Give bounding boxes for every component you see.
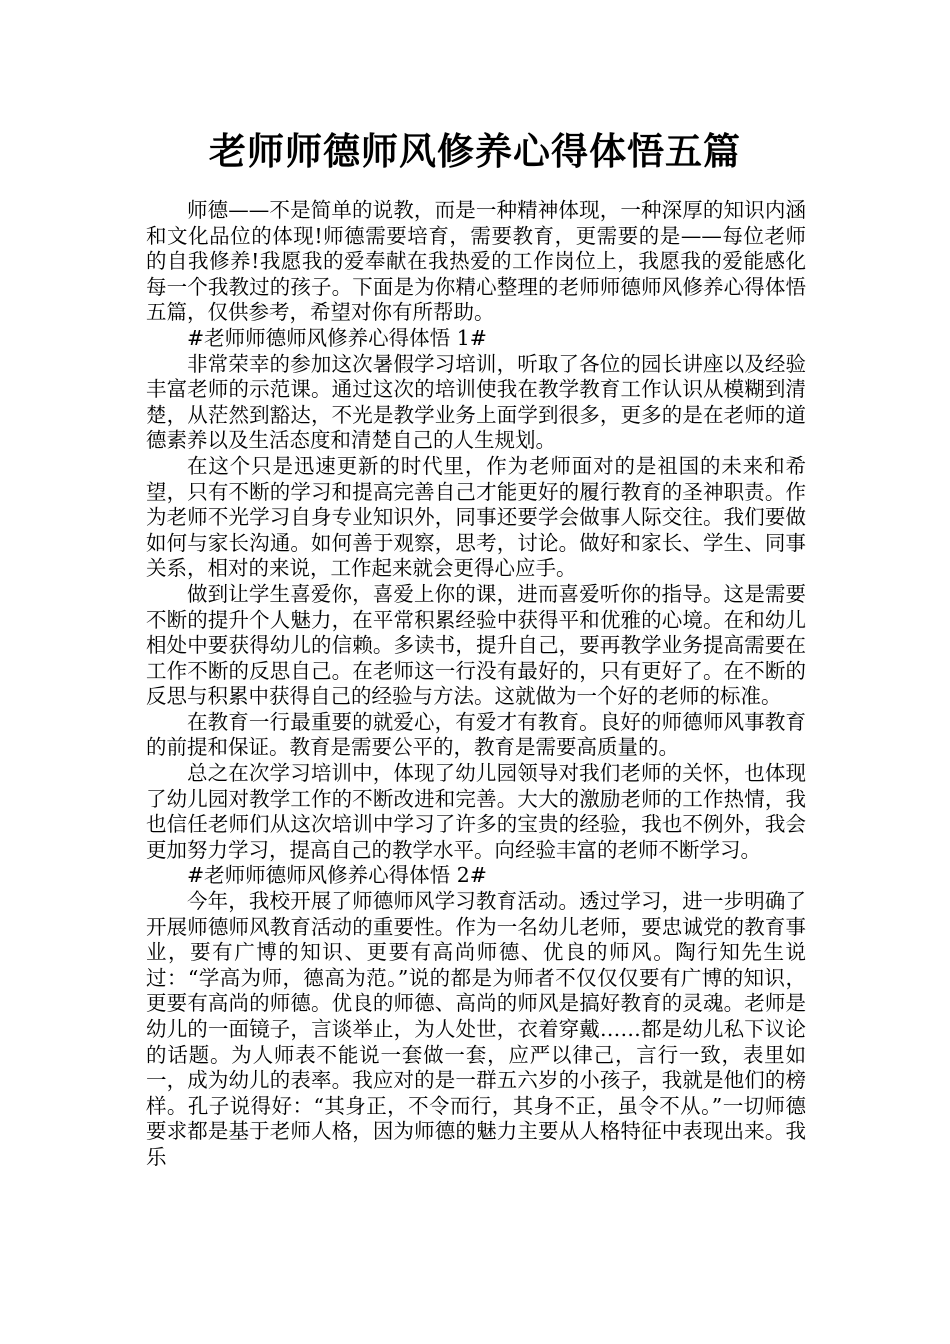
section-heading-2: #老师师德师风修养心得体悟 2# [187, 863, 487, 888]
body-paragraph: 非常荣幸的参加这次暑假学习培训，听取了各位的园长讲座以及经验丰富老师的示范课。通过这次的培训使我在教学教育工作认识从模糊到清楚，从茫然到豁达，不光是教学业务上面学到很多，更多的是在老师的道德素养以及生活态度和清楚自己的人生规划。 [146, 351, 806, 453]
body-paragraph: 总之在次学习培训中，体现了幼儿园领导对我们老师的关怀，也体现了幼儿园对教学工作的不断改进和完善。大大的激励老师的工作热情，我也信任老师们从这次培训中学习了许多的宝贵的经验，我也不例外，我会更加努力学习，提高自己的教学水平。向经验丰富的老师不断学习。 [146, 761, 806, 862]
section-heading-1: #老师师德师风修养心得体悟 1# [187, 325, 487, 350]
body-paragraph: 在教育一行最重要的就爱心，有爱才有教育。良好的师德师风事教育的前提和保证。教育是需要公平的，教育是需要高质量的。 [146, 709, 806, 760]
body-paragraph: 今年，我校开展了师德师风学习教育活动。透过学习，进一步明确了开展师德师风教育活动的重要性。作为一名幼儿老师，要忠诚党的教育事业，要有广博的知识、更要有高尚师德、优良的师风。陶行知先生说过：“学高为师，德高为范。”说的都是为师者不仅仅仅要有广博的知识，更要有高尚的师德。优良的师德、高尚的师风是搞好教育的灵魂。老师是幼儿的一面镜子，言谈举止，为人处世，衣着穿戴……都是幼儿私下议论的话题。为人师表不能说一套做一套，应严以律己，言行一致，表里如一，成为幼儿的表率。我应对的是一群五六岁的小孩子，我就是他们的榜样。孔子说得好：“其身正，不令而行，其身不正，虽令不从。”一切师德要求都是基于老师人格，因为师德的魅力主要从人格特征中表现出来。我乐 [146, 889, 806, 1169]
body-paragraph: 在这个只是迅速更新的时代里，作为老师面对的是祖国的未来和希望，只有不断的学习和提高完善自己才能更好的履行教育的圣神职责。作为老师不光学习自身专业知识外，同事还要学会做事人际交往。我们要做如何与家长沟通。如何善于观察，思考，讨论。做好和家长、学生、同事关系，相对的来说，工作起来就会更得心应手。 [146, 453, 806, 581]
body-paragraph: 做到让学生喜爱你，喜爱上你的课，进而喜爱听你的指导。这是需要不断的提升个人魅力，在平常积累经验中获得平和优雅的心境。在和幼儿相处中要获得幼儿的信赖。多读书，提升自己，要再教学业务提高需要在工作不断的反思自己。在老师这一行没有最好的，只有更好了。在不断的反思与积累中获得自己的经验与方法。这就做为一个好的老师的标准。 [146, 581, 806, 709]
document-body [146, 198, 806, 1171]
intro-paragraph: 师德——不是简单的说教，而是一种精神体现，一种深厚的知识内涵和文化品位的体现!师德需要培育，需要教育，更需要的是——每位老师的自我修养!我愿我的爱奉献在我热爱的工作岗位上，我愿我的爱能感化每一个我教过的孩子。下面是为你精心整理的老师师德师风修养心得体悟五篇，仅供参考，希望对你有所帮助。 [146, 198, 806, 325]
document-title: 老师师德师风修养心得体悟五篇 [209, 130, 741, 173]
